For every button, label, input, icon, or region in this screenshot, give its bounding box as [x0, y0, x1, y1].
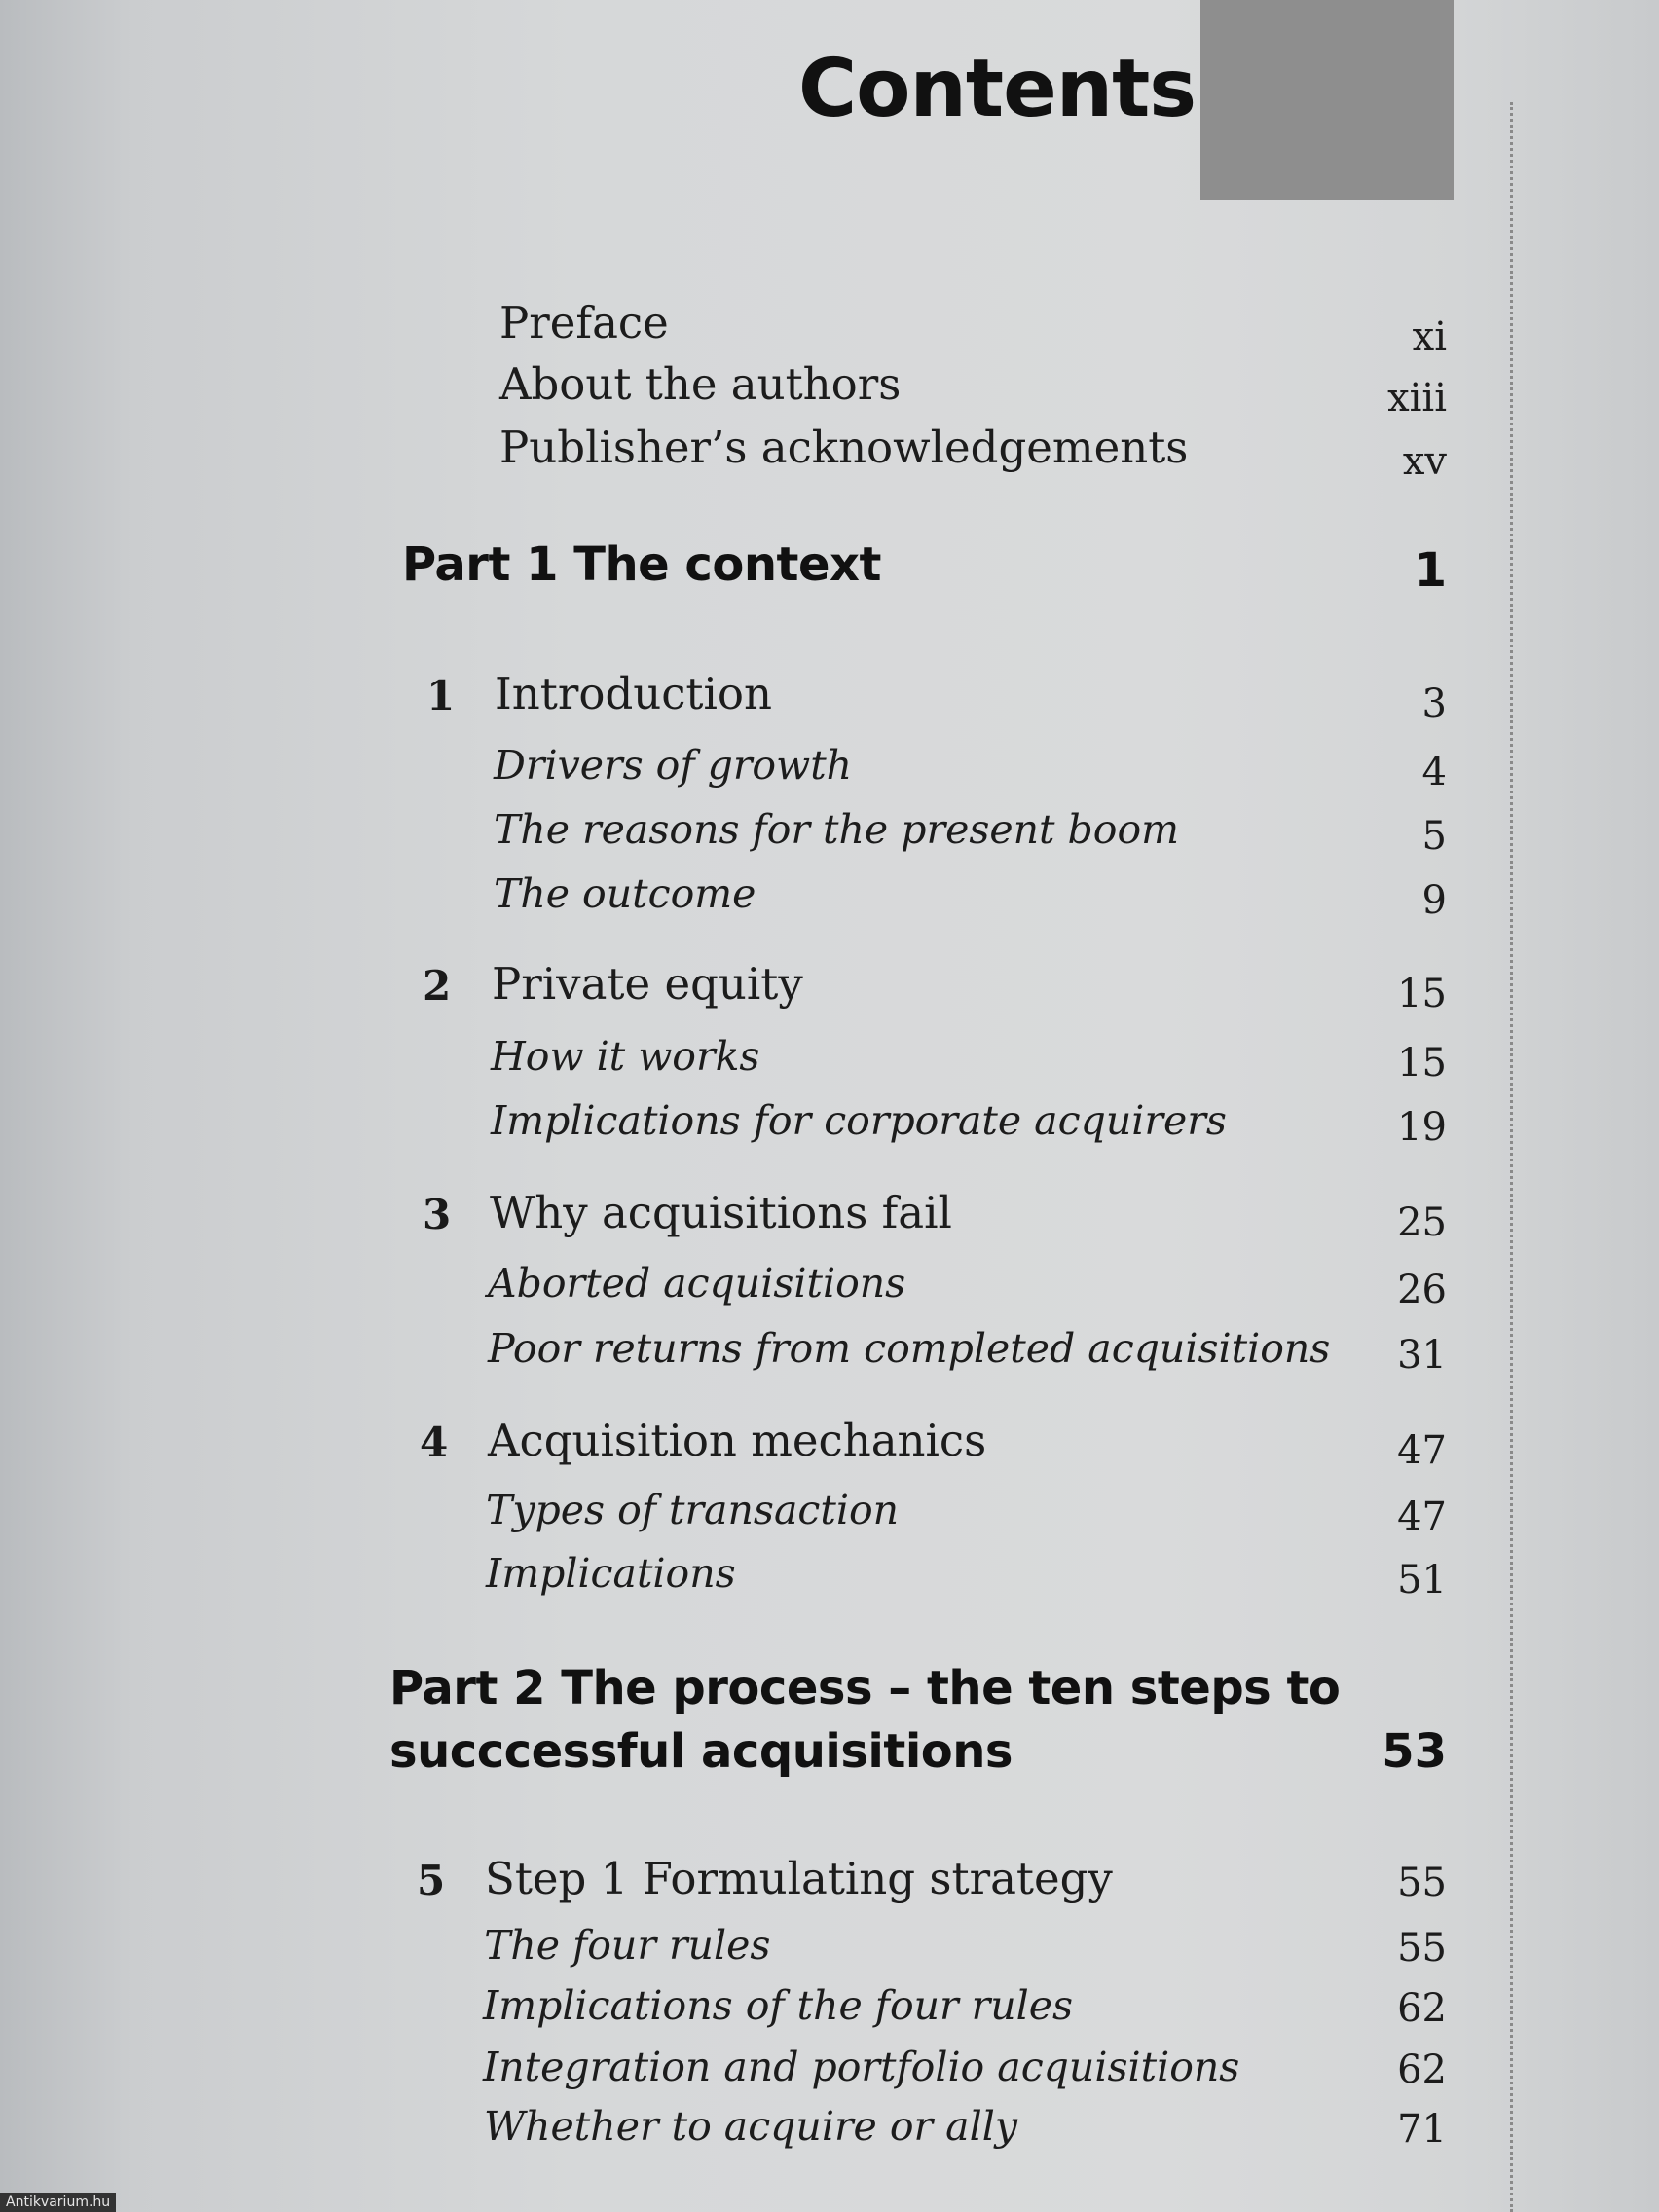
toc-entry-label: About the authors	[499, 358, 902, 410]
section-page: 62	[1397, 2047, 1447, 2092]
section-page: 47	[1397, 1494, 1447, 1539]
chapter-title: Acquisition mechanics	[488, 1415, 987, 1466]
section-page: 15	[1397, 1041, 1447, 1086]
chapter-page: 25	[1397, 1200, 1447, 1245]
chapter-number: 1	[426, 672, 456, 719]
toc-entry-label: Publisher’s acknowledgements	[499, 422, 1189, 473]
watermark: Antikvarium.hu	[0, 2193, 116, 2212]
section-page: 31	[1397, 1333, 1447, 1378]
part-title: Part 1 The context	[402, 537, 881, 592]
section-label: Implications for corporate acquirers	[491, 1097, 1227, 1144]
toc-entry-page: xi	[1412, 314, 1447, 359]
dotted-rule	[1510, 102, 1513, 2212]
section-page: 19	[1397, 1105, 1447, 1150]
chapter-number: 3	[423, 1191, 452, 1238]
part-title-line1: Part 2 The process – the ten steps to	[389, 1661, 1341, 1715]
section-page: 55	[1397, 1926, 1447, 1971]
section-label: Drivers of growth	[494, 742, 853, 789]
section-label: How it works	[491, 1033, 760, 1080]
section-label: The outcome	[494, 870, 756, 917]
section-page: 62	[1397, 1986, 1447, 2031]
part-page: 53	[1382, 1724, 1447, 1779]
section-page: 26	[1397, 1268, 1447, 1312]
part-title-line2: succcessful acquisitions	[389, 1724, 1013, 1779]
chapter-page: 47	[1397, 1428, 1447, 1473]
chapter-title: Introduction	[495, 668, 772, 719]
part-page: 1	[1414, 543, 1447, 598]
chapter-page: 3	[1421, 682, 1447, 726]
section-label: Integration and portfolio acquisitions	[483, 2044, 1240, 2090]
section-page: 9	[1421, 878, 1447, 923]
toc-entry-page: xv	[1402, 439, 1447, 484]
section-label: The reasons for the present boom	[494, 806, 1180, 853]
chapter-number: 2	[423, 962, 452, 1010]
section-label: Implications of the four rules	[483, 1982, 1074, 2029]
toc-entry-label: Preface	[499, 297, 669, 349]
section-label: Types of transaction	[486, 1487, 900, 1533]
section-label: Whether to acquire or ally	[484, 2103, 1017, 2150]
chapter-page: 15	[1397, 972, 1447, 1016]
toc-entry-page: xiii	[1387, 376, 1447, 421]
section-label: Implications	[486, 1550, 736, 1597]
section-label: Poor returns from completed acquisitions	[488, 1325, 1331, 1372]
section-page: 4	[1421, 750, 1447, 794]
chapter-number: 5	[417, 1857, 446, 1904]
section-page: 71	[1397, 2107, 1447, 2152]
chapter-title: Step 1 Formulating strategy	[485, 1853, 1113, 1904]
chapter-number: 4	[420, 1419, 449, 1466]
grey-tab	[1200, 0, 1454, 200]
chapter-page: 55	[1397, 1861, 1447, 1905]
chapter-title: Why acquisitions fail	[490, 1187, 952, 1238]
section-page: 5	[1421, 814, 1447, 859]
chapter-title: Private equity	[492, 958, 803, 1010]
section-label: Aborted acquisitions	[488, 1260, 906, 1307]
page-title: Contents	[798, 43, 1197, 135]
section-page: 51	[1397, 1558, 1447, 1603]
section-label: The four rules	[484, 1922, 771, 1969]
